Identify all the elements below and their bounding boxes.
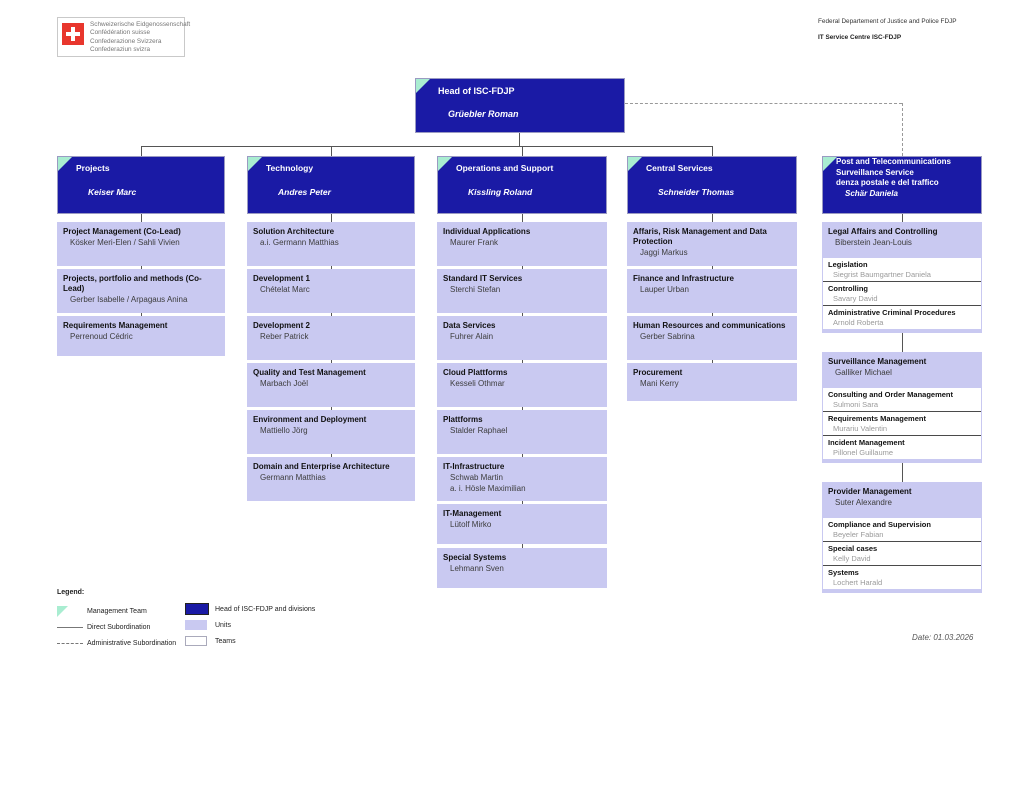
- legend-label: Direct Subordination: [87, 623, 151, 631]
- team-row: [823, 518, 981, 542]
- unit-title: Human Resources and communications: [633, 321, 786, 330]
- connector-stub-technology: [331, 146, 332, 156]
- date-label: Date: 01.03.2026: [912, 633, 974, 642]
- team-title: Systems: [828, 568, 859, 577]
- unit-lead-name: Chételat Marc: [260, 285, 310, 294]
- team-lead-name: Kelly David: [833, 553, 871, 563]
- team-row: [823, 412, 981, 436]
- legend-row: [185, 633, 315, 649]
- unit-title: Data Services: [443, 321, 496, 330]
- connector-main-horizontal: [141, 146, 712, 147]
- logo-line: Schweizerische Eidgenossenschaft: [90, 21, 191, 28]
- unit-title: Finance and Infrastructure: [633, 274, 734, 283]
- unit-lead-name-2: a. i. Hösle Maximilian: [450, 484, 526, 493]
- connector-admin-horizontal: [625, 103, 902, 104]
- unit-box: [57, 316, 225, 356]
- team-stack: [823, 388, 981, 459]
- unit-title: Development 2: [253, 321, 310, 330]
- group-surveillance-management: [822, 352, 982, 463]
- unit-lead-name: Sterchi Stefan: [450, 285, 501, 294]
- unit-box: [437, 457, 607, 501]
- unit-lead-name: Lauper Urban: [640, 285, 689, 294]
- group-provider-management: [822, 482, 982, 593]
- unit-title: Domain and Enterprise Architecture: [253, 462, 390, 471]
- unit-box: [247, 410, 415, 454]
- unit-lead-name: Mattiello Jörg: [260, 426, 308, 435]
- management-team-triangle-icon: [823, 157, 837, 171]
- unit-lead-name: Galliker Michael: [835, 368, 892, 377]
- team-box-icon: [185, 636, 207, 646]
- unit-title: Affaris, Risk Management and Data Protection: [633, 227, 767, 246]
- legend: [57, 589, 176, 651]
- service-centre-name: IT Service Centre ISC-FDJP: [818, 34, 902, 41]
- group-legal-affairs-controlling: [822, 222, 982, 333]
- head-name: Grüebler Roman: [448, 109, 519, 119]
- unit-lead-name: Gerber Isabelle / Arpagaus Anina: [70, 295, 188, 304]
- group-header: [822, 482, 982, 518]
- dashed-line-icon: [57, 643, 83, 644]
- management-team-triangle-icon: [438, 157, 452, 171]
- division-head-name: Schär Daniela: [845, 188, 898, 198]
- unit-title: Environment and Deployment: [253, 415, 367, 424]
- connector-head-stub: [519, 133, 520, 146]
- unit-box: [437, 269, 607, 313]
- team-lead-name: Beyeler Fabian: [833, 529, 884, 539]
- unit-lead-name: Biberstein Jean-Louis: [835, 238, 912, 247]
- team-lead-name: Arnold Roberta: [833, 317, 884, 327]
- team-row: [823, 566, 981, 589]
- legend-label: Management Team: [87, 607, 147, 615]
- division-technology: [247, 156, 415, 214]
- unit-box: [247, 316, 415, 360]
- unit-lead-name: Mani Kerry: [640, 379, 679, 388]
- unit-box: [57, 269, 225, 313]
- team-title: Legislation: [828, 260, 868, 269]
- unit-lead-name: Maurer Frank: [450, 238, 499, 247]
- unit-box: [437, 316, 607, 360]
- group-header: [822, 222, 982, 258]
- legend-row: [57, 619, 176, 635]
- head-of-isc-fdjp-box: [415, 78, 625, 133]
- legend-row: [57, 635, 176, 651]
- team-row: [823, 542, 981, 566]
- management-team-triangle-icon: [57, 606, 68, 617]
- team-title: Special cases: [828, 544, 878, 553]
- unit-title: Projects, portfolio and methods (Co-Lead): [63, 274, 202, 293]
- division-central-services: [627, 156, 797, 214]
- division-head-name: Andres Peter: [278, 187, 331, 197]
- unit-lead-name: Kösker Meri-Elen / Sahli Vivien: [70, 238, 180, 247]
- division-projects: [57, 156, 225, 214]
- unit-lead-name: Kesseli Othmar: [450, 379, 505, 388]
- legend-label: Units: [215, 621, 231, 629]
- unit-title: Development 1: [253, 274, 310, 283]
- team-row: [823, 436, 981, 459]
- division-head-name: Keiser Marc: [88, 187, 137, 197]
- unit-title: Individual Applications: [443, 227, 531, 236]
- unit-title: Plattforms: [443, 415, 483, 424]
- column-central-units: [627, 222, 797, 404]
- swiss-cross-icon: [62, 23, 84, 45]
- management-team-triangle-icon: [58, 157, 72, 171]
- logo-line: Confederazione Svizzera: [90, 37, 162, 45]
- division-title: Central Services: [646, 163, 713, 173]
- team-lead-name: Siegrist Baumgartner Daniela: [833, 269, 931, 279]
- legend-label: Teams: [215, 637, 236, 645]
- team-row: [823, 258, 981, 282]
- team-lead-name: Murariu Valentin: [833, 423, 888, 433]
- unit-lead-name: Stalder Raphael: [450, 426, 508, 435]
- team-title: Compliance and Supervision: [828, 520, 931, 529]
- unit-lead-name: Reber Patrick: [260, 332, 309, 341]
- column-technology-units: [247, 222, 415, 504]
- unit-title: Cloud Plattforms: [443, 368, 508, 377]
- division-head-name: Kissling Roland: [468, 187, 533, 197]
- team-lead-name: Lochert Harald: [833, 577, 883, 587]
- navy-box-icon: [185, 603, 209, 615]
- division-title-line: Post and Telecommunications: [836, 157, 951, 166]
- unit-box: [437, 410, 607, 454]
- unit-lead-name: Jaggi Markus: [640, 248, 688, 257]
- unit-lead-name: Fuhrer Alain: [450, 332, 494, 341]
- swiss-confederation-logo: [57, 17, 191, 57]
- unit-box: [437, 363, 607, 407]
- unit-box: [437, 548, 607, 588]
- connector-stub-operations: [522, 146, 523, 156]
- team-title: Administrative Criminal Procedures: [828, 308, 956, 317]
- legend-label: Administrative Subordination: [87, 639, 177, 647]
- unit-box: [247, 222, 415, 266]
- team-lead-name: Savary David: [833, 293, 878, 303]
- management-team-triangle-icon: [416, 79, 430, 93]
- unit-title: Project Management (Co-Lead): [63, 227, 181, 236]
- unit-title: Surveillance Management: [828, 357, 927, 366]
- division-head-name: Schneider Thomas: [658, 187, 735, 197]
- unit-box: [627, 363, 797, 401]
- logo-line: Confédération suisse: [90, 29, 151, 37]
- management-team-triangle-icon: [248, 157, 262, 171]
- unit-lead-name: Germann Matthias: [260, 473, 326, 482]
- logo-text: [90, 21, 190, 53]
- legend-row: [185, 601, 315, 617]
- column-projects-units: [57, 222, 225, 359]
- unit-title: Solution Architecture: [253, 227, 335, 236]
- unit-box: [57, 222, 225, 266]
- connector-admin-vertical: [902, 103, 903, 156]
- unit-title: Requirements Management: [63, 321, 168, 330]
- unit-lead-name: Suter Alexandre: [835, 498, 892, 507]
- team-title: Controlling: [828, 284, 868, 293]
- team-lead-name: Sulmoni Sara: [833, 399, 879, 409]
- connector-stub-central: [712, 146, 713, 156]
- unit-box: [437, 504, 607, 544]
- team-title: Incident Management: [828, 438, 905, 447]
- division-title: Projects: [76, 163, 110, 173]
- unit-box-icon: [185, 620, 207, 630]
- unit-title: Legal Affairs and Controlling: [828, 227, 938, 236]
- unit-box: [627, 316, 797, 360]
- unit-lead-name: Lütolf Mirko: [450, 520, 492, 529]
- legend-row: [57, 603, 176, 619]
- column-operations-units: [437, 222, 607, 591]
- management-team-triangle-icon: [628, 157, 642, 171]
- legend-column-2: [185, 601, 315, 649]
- unit-lead-name: Perrenoud Cédric: [70, 332, 133, 341]
- connector-stub-projects: [141, 146, 142, 156]
- unit-lead-name: Lehmann Sven: [450, 564, 504, 573]
- unit-title: Standard IT Services: [443, 274, 523, 283]
- team-title: Requirements Management: [828, 414, 926, 423]
- team-stack: [823, 518, 981, 589]
- team-title: Consulting and Order Management: [828, 390, 954, 399]
- logo-line: Confederaziun svizra: [90, 45, 151, 53]
- division-operations-support: [437, 156, 607, 214]
- unit-title: Special Systems: [443, 553, 507, 562]
- unit-title: Procurement: [633, 368, 683, 377]
- division-title-line: Surveillance Service: [836, 167, 914, 177]
- division-title-line: denza postale e del traffico: [836, 178, 939, 187]
- department-header: [818, 18, 957, 41]
- division-title: Technology: [266, 163, 314, 173]
- team-stack: [823, 258, 981, 329]
- legend-label: Head of ISC-FDJP and divisions: [215, 605, 316, 613]
- unit-title: Quality and Test Management: [253, 368, 366, 377]
- unit-title: Provider Management: [828, 487, 912, 496]
- unit-box: [247, 457, 415, 501]
- department-name: Federal Departement of Justice and Police FDJP: [818, 18, 957, 25]
- head-title: Head of ISC-FDJP: [438, 86, 515, 96]
- legend-row: [185, 617, 315, 633]
- unit-lead-name: Marbach Joël: [260, 379, 309, 388]
- division-post-telecom-surveillance: [822, 156, 982, 214]
- solid-line-icon: [57, 627, 83, 628]
- unit-lead-name: a.i. Germann Matthias: [260, 238, 339, 247]
- unit-title: IT-Infrastructure: [443, 462, 505, 471]
- unit-box: [247, 269, 415, 313]
- team-lead-name: Pillonel Guillaume: [833, 447, 894, 457]
- unit-box: [627, 269, 797, 313]
- unit-box: [627, 222, 797, 266]
- team-row: [823, 282, 981, 306]
- team-row: [823, 306, 981, 329]
- unit-lead-name: Schwab Martin: [450, 473, 503, 482]
- unit-box: [247, 363, 415, 407]
- unit-box: [437, 222, 607, 266]
- division-title: Operations and Support: [456, 163, 554, 173]
- team-row: [823, 388, 981, 412]
- unit-lead-name: Gerber Sabrina: [640, 332, 695, 341]
- unit-title: IT-Management: [443, 509, 502, 518]
- legend-title: Legend:: [57, 589, 85, 596]
- group-header: [822, 352, 982, 388]
